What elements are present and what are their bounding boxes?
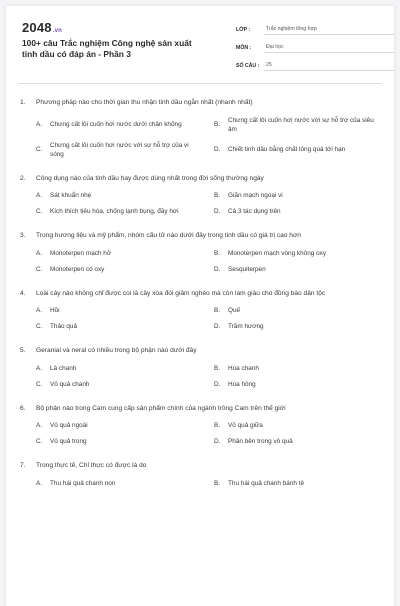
question-item <box>18 98 382 159</box>
answer-option[interactable] <box>36 207 204 216</box>
question-number: 6. <box>20 404 26 412</box>
question-item <box>18 174 382 217</box>
answer-option[interactable] <box>214 191 382 200</box>
answer-option[interactable] <box>214 116 382 134</box>
meta-label: MÔN : <box>236 45 252 51</box>
question-number: 1. <box>20 99 26 106</box>
option-key: C. <box>36 146 43 153</box>
option-text: Hoa hồng <box>228 380 256 388</box>
option-text: Giãn mạch ngoại vi <box>228 192 283 199</box>
option-text: Chiết tinh dầu bằng chất lỏng quá tới hạn <box>228 146 346 153</box>
option-key: C. <box>36 438 43 445</box>
option-key: A. <box>36 192 43 199</box>
option-text: Vỏ quả ngoài <box>50 422 88 429</box>
answer-options <box>18 364 382 389</box>
option-key: A. <box>36 364 43 372</box>
option-text: Vỏ quả trong <box>50 438 87 445</box>
answer-option[interactable] <box>36 380 204 389</box>
option-text: Quế <box>228 307 241 314</box>
question-number: 3. <box>20 232 26 239</box>
question-text: Geranial và neral có nhiều trong bộ phận nào dưới đây <box>36 347 197 354</box>
option-key: B. <box>214 192 221 199</box>
option-text: Trầm hương <box>228 323 264 330</box>
answer-option[interactable] <box>36 437 204 446</box>
question-text: Bộ phận nào trong Cam cung cấp sản phẩm chính của ngành trồng Cam trên thế giới <box>36 404 286 412</box>
option-text: Thảo quả <box>50 323 78 330</box>
option-key: D. <box>214 380 221 388</box>
meta-row-subject <box>236 38 394 53</box>
option-text: Thu hái quả chanh bánh tẻ <box>228 479 305 487</box>
answer-option[interactable] <box>36 364 204 373</box>
answer-option[interactable] <box>214 322 382 331</box>
option-text: Vỏ quả giữa <box>228 422 263 429</box>
answer-option[interactable] <box>214 207 382 216</box>
answer-option[interactable] <box>36 306 204 315</box>
answer-options <box>18 116 382 159</box>
answer-options <box>18 249 382 274</box>
answer-option[interactable] <box>36 116 204 134</box>
option-text: Hoa chanh <box>228 364 259 372</box>
meta-label: SỐ CÂU : <box>236 63 260 69</box>
option-text: Monoterpen mạch vòng không oxy <box>228 249 327 257</box>
meta-value: Đại học <box>264 43 394 53</box>
answer-options <box>18 191 382 216</box>
option-key: A. <box>36 249 43 257</box>
meta-row-class <box>236 20 394 35</box>
answer-option[interactable] <box>214 479 382 488</box>
answer-option[interactable] <box>214 306 382 315</box>
answer-option[interactable] <box>214 141 382 159</box>
question-list <box>18 98 382 488</box>
answer-options <box>18 479 382 488</box>
question-text: Trong hương liệu và mỹ phẩm, nhóm cấu tử nào dưới đây trong tinh dầu có giá trị cao hơn <box>36 232 301 239</box>
option-text: Phần bên trong vỏ quả <box>228 438 293 445</box>
option-key: C. <box>36 265 43 273</box>
option-text: Sát khuẩn nhẹ <box>50 192 92 199</box>
option-text: Lá chanh <box>50 364 77 372</box>
option-text: Sesquiterpen <box>228 265 266 273</box>
question-number: 7. <box>20 462 26 469</box>
answer-option[interactable] <box>214 421 382 430</box>
option-key: D. <box>214 146 221 153</box>
meta-label: LỚP : <box>236 27 251 33</box>
option-text: Kích thích tiêu hóa, chống lạnh bụng, đầy hơi <box>50 208 179 215</box>
question-number: 4. <box>20 289 26 297</box>
option-key: C. <box>36 380 43 388</box>
answer-option[interactable] <box>36 249 204 258</box>
answer-option[interactable] <box>36 322 204 331</box>
answer-option[interactable] <box>36 479 204 488</box>
question-text: Trong thực tế, Chỉ thực có được là do <box>36 462 147 469</box>
question-item <box>18 231 382 274</box>
option-key: A. <box>36 307 43 314</box>
option-key: A. <box>36 121 43 128</box>
answer-option[interactable] <box>214 364 382 373</box>
meta-info <box>236 20 394 74</box>
logo-tld: .vn <box>52 28 63 34</box>
option-key: A. <box>36 479 43 487</box>
question-text: Loài cây nào không chỉ được coi là cây xóa đói giảm nghèo mà còn làm giàu cho đồng bào dân tộc <box>36 289 326 297</box>
option-text: Vỏ quả chanh <box>50 380 90 388</box>
option-text: Thu hái quả chanh non <box>50 479 116 487</box>
option-key: C. <box>36 208 43 215</box>
option-key: D. <box>214 323 221 330</box>
answer-option[interactable] <box>214 265 382 274</box>
document-title: 100+ câu Trắc nghiệm Công nghệ sản xuất tinh dầu có đáp án - Phần 3 <box>22 38 192 59</box>
worksheet-header <box>18 18 382 84</box>
option-text: Chưng cất lôi cuốn hơi nước với sự hỗ trợ của vi sóng <box>50 141 189 158</box>
answer-option[interactable] <box>36 265 204 274</box>
option-text: Monoterpen có oxy <box>50 265 105 273</box>
answer-option[interactable] <box>36 191 204 200</box>
option-text: Cả 3 tác dụng trên <box>228 208 281 215</box>
answer-option[interactable] <box>36 141 204 159</box>
answer-option[interactable] <box>214 249 382 258</box>
option-text: Hồi <box>50 307 60 314</box>
option-key: B. <box>214 479 221 487</box>
meta-row-count <box>236 56 394 71</box>
question-item <box>18 346 382 389</box>
question-text: Phương pháp nào cho thời gian thu nhận tinh dầu ngắn nhất (nhanh nhất) <box>36 99 253 106</box>
meta-value: Trắc nghiệm tổng hợp <box>264 25 394 35</box>
question-item <box>18 289 382 332</box>
option-key: B. <box>214 422 221 429</box>
option-key: D. <box>214 265 221 273</box>
question-item <box>18 461 382 488</box>
option-key: C. <box>36 323 43 330</box>
option-key: D. <box>214 208 221 215</box>
answer-options <box>18 421 382 446</box>
site-logo[interactable] <box>22 20 62 35</box>
question-number: 5. <box>20 347 26 354</box>
option-key: B. <box>214 121 221 128</box>
logo-main: 2048 <box>22 20 52 35</box>
meta-value: 25 <box>264 61 394 71</box>
answer-option[interactable] <box>214 380 382 389</box>
option-key: A. <box>36 422 43 429</box>
option-key: B. <box>214 307 221 314</box>
worksheet-page <box>6 6 394 606</box>
option-text: Monoterpen mạch hở <box>50 249 112 257</box>
option-text: Chưng cất lôi cuốn hơi nước với sự hỗ trợ của siêu âm <box>228 116 374 133</box>
option-key: B. <box>214 364 221 372</box>
question-text: Công dụng nào của tinh dầu hay được dùng nhất trong đời sống thường ngày <box>36 174 264 182</box>
option-text: Chưng cất lôi cuốn hơi nước dưới chân không <box>50 121 182 128</box>
option-key: D. <box>214 438 221 445</box>
question-item <box>18 404 382 447</box>
answer-option[interactable] <box>36 421 204 430</box>
option-key: B. <box>214 249 221 257</box>
answer-options <box>18 306 382 331</box>
question-number: 2. <box>20 174 26 182</box>
answer-option[interactable] <box>214 437 382 446</box>
